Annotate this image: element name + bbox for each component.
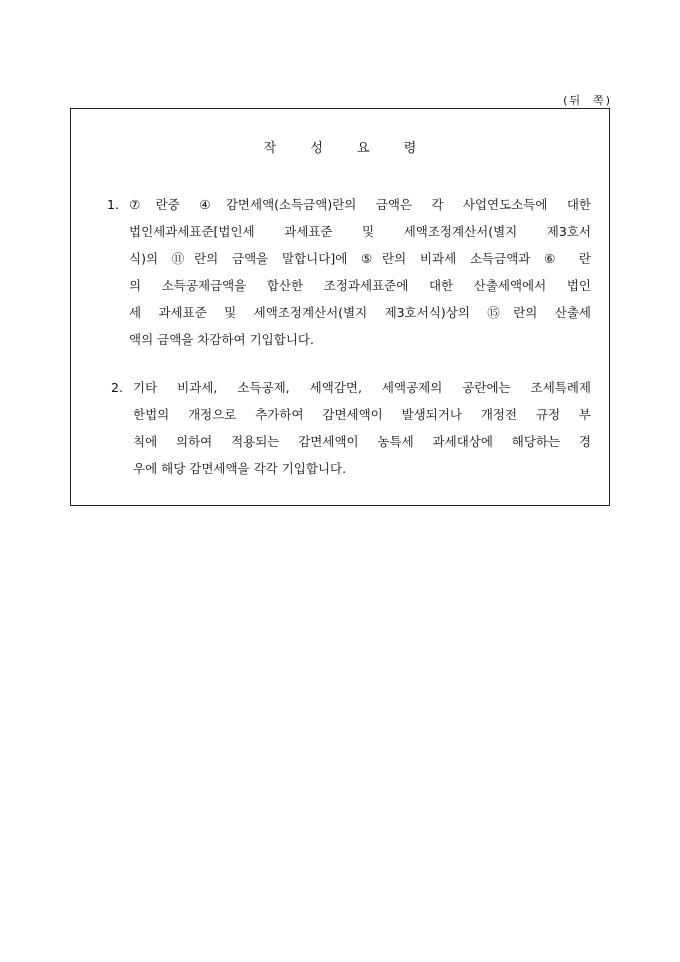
item-text-line: 기타 비과세, 소득공제, 세액감면, 세액공제의 공란에는 조세특례제 — [133, 380, 591, 395]
page-side-label: (뒤 쪽) — [563, 94, 612, 107]
item-text-line: 의 소득공제금액을 합산한 조정과세표준에 대한 산출세액에서 법인 — [129, 278, 591, 293]
item-text-line: 칙에 의하여 적용되는 감면세액이 농특세 과세대상에 해당하는 경 — [133, 434, 591, 449]
item-text-line: 우에 해당 감면세액을 각각 기입합니다. — [133, 461, 347, 476]
instruction-item — [109, 191, 591, 353]
item-text-line: 액의 금액을 차감하여 기입합니다. — [129, 332, 314, 347]
item-text-line: 법인세과세표준[법인세 과세표준 및 세액조정계산서(별지 제3호서 — [129, 224, 591, 239]
item-number: 2. — [111, 380, 123, 395]
instruction-item — [113, 374, 591, 482]
section-title: 작 성 요 령 — [263, 141, 432, 156]
item-text-line: 식)의 ⑪란의 금액을 말합니다]에 ⑤란의 비과세 소득금액과 ⑥ 란 — [129, 251, 591, 266]
item-text-line: 한법의 개정으로 추가하여 감면세액이 발생되거나 개정전 규정 부 — [133, 407, 591, 422]
instructions-box — [70, 108, 610, 506]
item-number: 1. — [107, 197, 119, 212]
item-text-line: ⑦란중 ④감면세액(소득금액)란의 금액은 각 사업연도소득에 대한 — [129, 197, 591, 212]
item-text-line: 세 과세표준 및 세액조정계산서(별지 제3호서식)상의 ⑮란의 산출세 — [129, 305, 591, 320]
